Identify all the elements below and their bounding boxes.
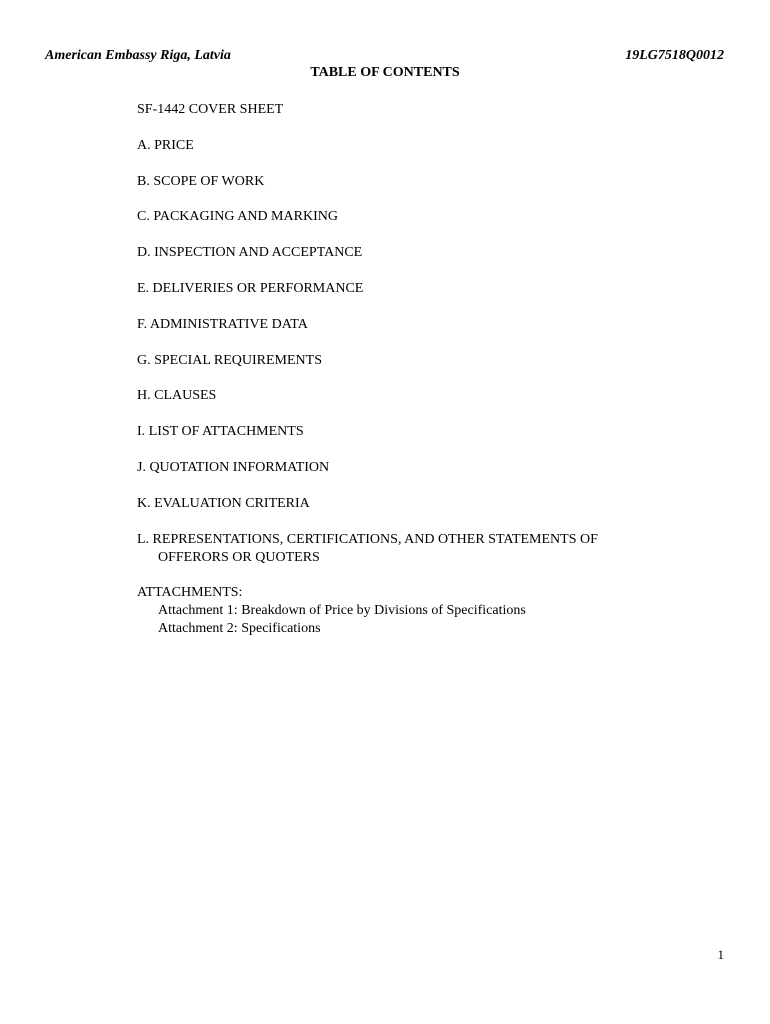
toc-item-administrative-data: F. ADMINISTRATIVE DATA <box>137 316 308 332</box>
attachment-item: Attachment 1: Breakdown of Price by Divisions of Specifications <box>158 603 526 619</box>
toc-item-clauses: H. CLAUSES <box>137 388 217 404</box>
attachment-item: Attachment 2: Specifications <box>158 621 321 637</box>
toc-item-evaluation-criteria: K. EVALUATION CRITERIA <box>137 495 310 511</box>
toc-item-scope-of-work: B. SCOPE OF WORK <box>137 173 265 189</box>
toc-item-cover-sheet: SF-1442 COVER SHEET <box>137 102 284 117</box>
toc-item-quotation-information: J. QUOTATION INFORMATION <box>137 459 330 475</box>
toc-item-representations <box>137 531 677 567</box>
toc-item-list-of-attachments: I. LIST OF ATTACHMENTS <box>137 424 304 440</box>
attachments-heading: ATTACHMENTS: <box>137 585 243 601</box>
table-of-contents <box>137 101 677 638</box>
toc-item-special-requirements: G. SPECIAL REQUIREMENTS <box>137 352 322 368</box>
header-solicitation-number: 19LG7518Q0012 <box>625 48 724 63</box>
page-title: TABLE OF CONTENTS <box>310 65 460 80</box>
toc-item-inspection-and-acceptance: D. INSPECTION AND ACCEPTANCE <box>137 245 363 261</box>
toc-item-representations-line2: OFFERORS OR QUOTERS <box>158 549 320 565</box>
toc-item-representations-line1: L. REPRESENTATIONS, CERTIFICATIONS, AND OTHER STATEMENTS OF <box>137 531 598 547</box>
toc-item-price: A. PRICE <box>137 137 194 153</box>
attachments-section <box>137 584 677 638</box>
toc-item-deliveries-or-performance: E. DELIVERIES OR PERFORMANCE <box>137 280 364 296</box>
header-embassy: American Embassy Riga, Latvia <box>45 48 231 63</box>
page-number: 1 <box>717 947 724 962</box>
toc-item-packaging-and-marking: C. PACKAGING AND MARKING <box>137 209 338 225</box>
